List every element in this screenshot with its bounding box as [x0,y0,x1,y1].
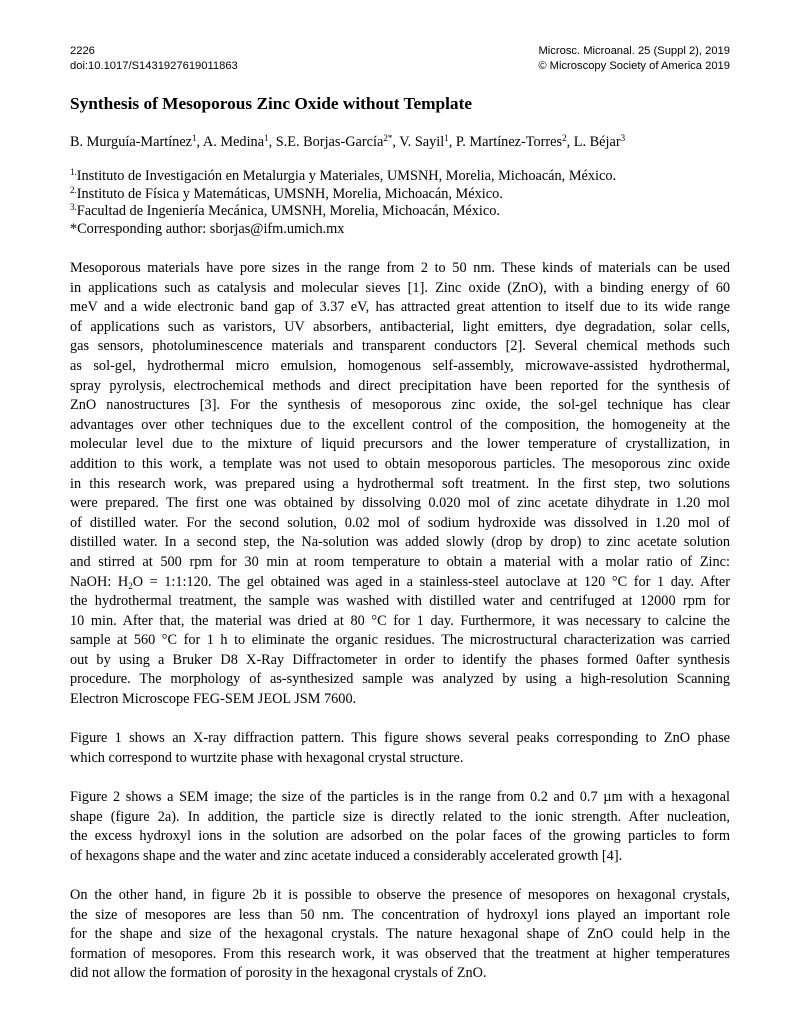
paragraph-line: and stirred at 500 rpm for 30 min at room temperature to obtain a material with a molar ratio of Zinc: [70,553,730,570]
paper-title: Synthesis of Mesoporous Zinc Oxide without Template [70,94,472,113]
copyright: © Microscopy Society of America 2019 [538,60,730,72]
journal-citation: Microsc. Microanal. 25 (Suppl 2), 2019 [538,45,730,57]
author-list: B. Murguía-Martínez$^1$, A. Medina$^1$, S.E. Borjas-García$^{2*}$, V. Sayil$^1$, P. Martínez-Torres$^2$, L. Béjar$^3$ [70,133,626,150]
paragraph-line: of distilled water. For the second solution, 0.02 mol of sodium hydroxide was dissolved in 1.20 mol of [70,514,730,531]
body-paragraph [70,729,730,768]
body-paragraph [70,886,730,984]
author [70,134,197,150]
paragraph-line: the size of mesopores are less than 50 nm. The concentration of hydroxyl ions played an important role [70,906,730,923]
paragraph-line: did not allow the formation of porosity in the hexagonal crystals of ZnO. [70,965,487,982]
affiliation [70,203,730,221]
paragraph-line: were prepared. The first one was obtained by dissolving 0.020 mol of zinc acetate dihydrate in 1.20 mol [70,495,730,512]
paragraph-line: for the shape and size of the hexagonal crystals. The nature hexagonal shape of ZnO could help in the [70,926,730,943]
paragraph-line: 10 min. After that, the material was dried at 80 °C for 1 day. Furthermore, it was necessary to calcine the [70,612,730,629]
author [203,134,269,150]
paragraph-line: Mesoporous materials have pore sizes in the range from 2 to 50 nm. These kinds of materials can be used [70,260,730,276]
paragraph-line: advantages over other techniques due to the excellent control of the composition, the homogeneity at the [70,416,730,433]
paragraph-line: NaOH: $H_2O$ = 1:1:120. The gel obtained was aged in a stainless-steel autoclave at 120 °C for 1 day. After [70,573,730,591]
page-number: 2226 [70,45,95,57]
affiliation-text: *Corresponding author: sborjas@ifm.umich.mx [70,221,345,238]
paragraph-line: Figure 1 shows an X-ray diffraction pattern. This figure shows several peaks corresponding to ZnO phase [70,730,730,747]
author-name: A. Medina [202,134,265,150]
author-name: V. Sayil [399,134,445,150]
paragraph-line: On the other hand, in figure 2b it is possible to observe the presence of mesopores on hexagonal crystals, [70,887,730,903]
paragraph-line: meV and a wide electronic band gap of 3.37 eV, has attracted great attention to itself due to its wide range [70,299,730,316]
paragraph-line: gas sensors, photoluminescence materials and transparent conductors [2]. Several chemical methods such [70,338,730,355]
paragraph-line: the excess hydroxyl ions in the solution are adsorbed on the polar faces of the growing particles to form [70,828,730,845]
affiliation [70,186,730,204]
author [574,134,625,150]
paragraph-line: in applications such as catalysis and molecular sieves [1]. Zinc oxide (ZnO), with a binding energy of 60 [70,279,730,296]
paragraph-line: molecular level due to the mixture of liquid precursors and the lower temperature of crystallization, in [70,436,730,453]
author-affiliation-mark: 1 [444,133,449,143]
paragraph-line: in this research work, was prepared using a hydrothermal soft treatment. In the first step, two solutions [70,475,730,492]
paragraph-line: sample at 560 °C for 1 h to eliminate the organic residues. The microstructural characterization was carried [70,632,730,649]
paragraph-line: as sol-gel, hydrothermal micro emulsion, homogenous self-assembly, microwave-assisted hydrothermal, [70,357,730,374]
author-affiliation-mark: 1 [264,133,269,143]
affiliation-mark: 1. [70,167,77,177]
author-name: B. Murguía-Martínez [70,134,193,150]
author-affiliation-mark: 1 [192,133,197,143]
paragraph-line: which correspond to wurtzite phase with hexagonal crystal structure. [70,749,464,766]
paragraph-line: Figure 2 shows a SEM image; the size of the particles is in the range from 0.2 and 0.7 µm with a hexagonal [70,789,730,806]
affiliation [70,168,730,186]
paragraph-line: spray pyrolysis, electrochemical methods and direct precipitation have been reported for the synthesis of [70,377,730,394]
doi: doi:10.1017/S1431927619011863 [70,60,238,72]
paragraph-line: the hydrothermal treatment, the sample was washed with distilled water and centrifuged at 12000 rpm for [70,593,730,610]
paragraph-line: Electron Microscope FEG-SEM JEOL JSM 7600. [70,691,357,708]
author [276,134,393,150]
affiliation-mark: 3. [70,202,77,213]
paragraph-line: ZnO nanostructures [3]. For the synthesis of mesoporous zinc oxide, the sol-gel technique has clear [70,397,730,414]
author-affiliation-mark: 3 [620,133,626,143]
author-name: P. Martínez-Torres [455,134,563,150]
author [456,134,567,150]
paragraph-line: of applications such as varistors, UV absorbers, antibacterial, light emitters, dye degradation, solar cells, [70,318,730,335]
affiliation-text: Instituto de Física y Matemáticas, UMSNH, Morelia, Michoacán, México. [76,185,503,202]
author-affiliation-mark: 2 [562,133,567,143]
affiliation-text: Facultad de Ingeniería Mecánica, UMSNH, Morelia, Michoacán, México. [76,203,500,220]
body-paragraph [70,259,730,710]
paragraph-line: procedure. The morphology of as-synthesized sample was analyzed by using a high-resolution Scanning [70,671,730,688]
body-text [70,259,730,1004]
paragraph-line: addition to this work, a template was not used to obtain mesoporous particles. The mesoporous zinc oxide [70,455,730,472]
author-name: L. Béjar [573,134,621,150]
header-right [538,44,730,74]
paragraph-line: formation of mesopores. From this research work, it was observed that the treatment at higher temperatures [70,945,730,962]
paragraph-line: distilled water. In a second step, the Na-solution was added slowly (drop by drop) to zinc acetate solution [70,534,730,551]
paragraph-line: shape (figure 2a). In addition, the particle size is directly related to the ionic strength. After nucleation, [70,808,730,825]
affiliation-list [70,168,730,239]
paragraph-line: of hexagons shape and the water and zinc acetate induced a considerably accelerated growth [4]. [70,847,623,864]
affiliation [70,221,730,239]
paragraph-line: out by using a Bruker D8 X-Ray Diffractometer in order to identify the phases formed 0after synthesis [70,651,730,668]
author-affiliation-mark: 2* [383,133,393,143]
affiliation-text: Instituto de Investigación en Metalurgia y Materiales, UMSNH, Morelia, Michoacán, México. [76,168,617,184]
author [399,134,449,150]
header-left [70,44,238,74]
author-name: S.E. Borjas-García [275,134,384,150]
body-paragraph [70,788,730,866]
affiliation-mark: 2. [70,184,77,195]
